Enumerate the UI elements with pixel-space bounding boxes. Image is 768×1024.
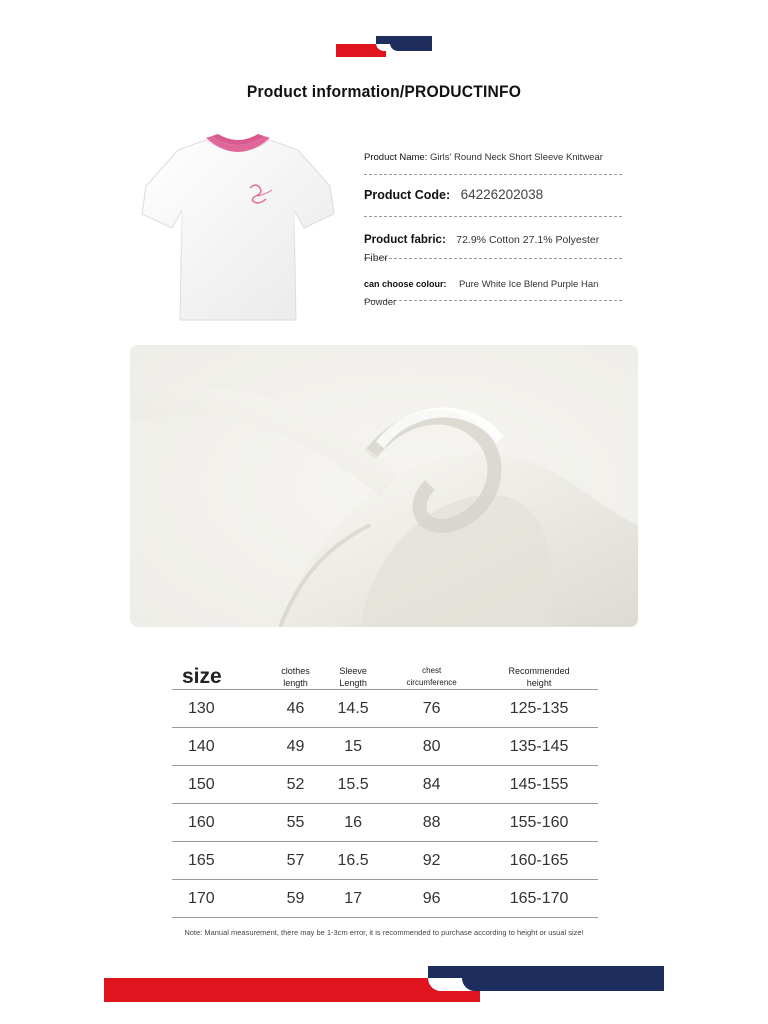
header-line: length [283,678,308,688]
size-table [172,657,598,918]
chest-cell: 76 [383,690,480,728]
chest-cell: 92 [383,842,480,880]
header-line: circumference [406,678,457,687]
product-fabric-label: Product fabric: [364,234,446,246]
clothes-length-cell: 49 [268,728,323,766]
table-row [172,804,598,842]
product-image [138,128,338,328]
measurement-note: Note: Manual measurement, there may be 1-3cm error, it is recommended to purchase according to height or usual size! [184,928,584,937]
size-cell: 160 [172,804,268,842]
height-cell: 155-160 [480,804,598,842]
height-cell: 160-165 [480,842,598,880]
product-colour-row [364,274,622,308]
size-column-header: size [172,657,268,690]
sleeve-length-cell: 16 [323,804,383,842]
sleeve-length-cell: 15.5 [323,766,383,804]
size-cell: 150 [172,766,268,804]
size-cell: 140 [172,728,268,766]
sleeve-length-cell: 15 [323,728,383,766]
header-line: clothes [281,666,310,676]
height-cell: 135-145 [480,728,598,766]
clothes-length-cell: 57 [268,842,323,880]
table-row [172,690,598,728]
product-code-label: Product Code: [364,188,451,202]
clothes-length-column-header [268,657,323,690]
brand-logo-top [336,36,432,58]
product-name-value: Girls' Round Neck Short Sleeve Knitwear [430,152,603,163]
header-line: Recommended [508,666,570,676]
size-cell: 165 [172,842,268,880]
fabric-closeup-image [130,345,638,627]
sleeve-length-cell: 16.5 [323,842,383,880]
chest-cell: 80 [383,728,480,766]
product-colour-value: Pure White Ice Blend Purple Han Powder [364,279,599,308]
product-fabric-value: 72.9% Cotton 27.1% Polyester Fiber [364,234,600,264]
product-code-value: 64226202038 [460,187,544,202]
clothes-length-cell: 59 [268,880,323,918]
chest-cell: 88 [383,804,480,842]
chest-cell: 96 [383,880,480,918]
brand-logo-bottom [104,964,664,1004]
sleeve-length-cell: 14.5 [323,690,383,728]
table-row [172,880,598,918]
product-colour-label: can choose colour: [364,279,447,289]
chest-circumference-column-header [383,657,480,690]
product-name-label: Product Name: [364,152,428,163]
clothes-length-cell: 46 [268,690,323,728]
table-row [172,728,598,766]
table-row [172,842,598,880]
chest-cell: 84 [383,766,480,804]
header-line: chest [422,666,442,675]
clothes-length-cell: 52 [268,766,323,804]
header-line: Length [339,678,367,688]
height-cell: 125-135 [480,690,598,728]
size-table-header [172,657,598,690]
height-cell: 165-170 [480,880,598,918]
header-line: Sleeve [339,666,367,676]
size-cell: 130 [172,690,268,728]
page-title: Product information/PRODUCTINFO [246,82,522,101]
size-cell: 170 [172,880,268,918]
sleeve-length-cell: 17 [323,880,383,918]
height-cell: 145-155 [480,766,598,804]
table-row [172,766,598,804]
sleeve-length-column-header [323,657,383,690]
recommended-height-column-header [480,657,598,690]
header-line: height [526,678,552,688]
product-fabric-row [364,230,622,264]
clothes-length-cell: 55 [268,804,323,842]
product-name-row [364,146,622,175]
product-code-row [364,186,622,217]
